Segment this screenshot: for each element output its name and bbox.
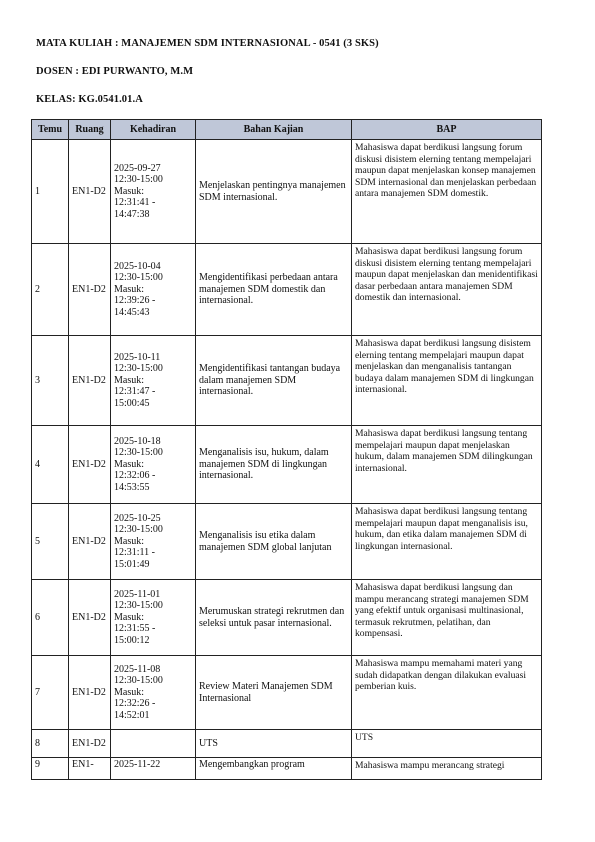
table-row — [32, 758, 542, 780]
table-row — [32, 140, 542, 244]
attendance-date: 2025-11-08 — [114, 663, 161, 675]
attendance-time: 12:30-15:00 — [114, 272, 163, 284]
lecturer-name: DOSEN : EDI PURWANTO, M.M — [36, 66, 194, 77]
attendance-masuk-label: Masuk: — [114, 374, 144, 386]
attendance-date: 2025-10-04 — [114, 260, 161, 272]
attendance-masuk-label: Masuk: — [114, 611, 144, 623]
cell-bahan-kajian: Mengidentifikasi tantangan budaya dalam manajemen SDM internasional. — [196, 336, 352, 426]
table-row — [32, 504, 542, 580]
attendance-time: 12:30-15:00 — [114, 524, 163, 536]
cell-temu: 8 — [32, 730, 69, 758]
cell-bap: Mahasiswa mampu merancang strategi — [352, 758, 542, 780]
cell-bap: Mahasiswa dapat berdikusi langsung forum diskusi disistem elerning tentang mempelajari maupun dapat menjelaskan dan menidentifikasi dasar perbedaan antara manajemen SDM domestik dan internasional. — [352, 244, 542, 336]
cell-bahan-kajian: Menganalisis isu, hukum, dalam manajemen SDM di lingkungan internasional. — [196, 426, 352, 504]
cell-kehadiran — [111, 244, 196, 336]
cell-temu: 3 — [32, 336, 69, 426]
attendance-masuk-time: 12:31:55 - 15:00:12 — [114, 623, 156, 646]
column-header-temu: Temu — [32, 120, 69, 140]
cell-bahan-kajian: UTS — [196, 730, 352, 758]
cell-bap: Mahasiswa dapat berdikusi langsung dan mampu merancang strategi manajemen SDM yang efektif untuk organisasi multinasional, termasuk rekrutmen, pelatihan, dan kompensasi. — [352, 580, 542, 656]
cell-temu: 4 — [32, 426, 69, 504]
cell-bap: Mahasiswa dapat berdikusi langsung disistem elerning tentang mempelajari maupun dapat menjelaskan dan menganalisis tantangan budaya dalam manajemen SDM di lingkungan internasional. — [352, 336, 542, 426]
attendance-masuk-label: Masuk: — [114, 686, 144, 698]
column-header-kehadiran: Kehadiran — [111, 120, 196, 140]
cell-kehadiran — [111, 426, 196, 504]
attendance-time: 12:30-15:00 — [114, 600, 163, 612]
cell-temu: 5 — [32, 504, 69, 580]
table-row — [32, 730, 542, 758]
cell-temu: 6 — [32, 580, 69, 656]
cell-ruang: EN1-D2 — [69, 336, 111, 426]
attendance-masuk-label: Masuk: — [114, 185, 144, 197]
cell-bap: Mahasiswa dapat berdikusi langsung forum diskusi disistem elerning tentang mempelajari maupun dapat menjelaskan konsep manajemen SDM internasional dan menjelaskan perbedaan antara manajemen SDM domestik. — [352, 140, 542, 244]
table-row — [32, 244, 542, 336]
course-title: MATA KULIAH : MANAJEMEN SDM INTERNASIONAL - 0541 (3 SKS) — [36, 38, 379, 49]
attendance-time: 12:30-15:00 — [114, 447, 163, 459]
attendance-masuk-time: 12:31:41 - 14:47:38 — [114, 197, 156, 220]
column-header-bap: BAP — [352, 120, 542, 140]
attendance-date: 2025-10-25 — [114, 512, 161, 524]
cell-ruang: EN1-D2 — [69, 656, 111, 730]
attendance-time: 12:30-15:00 — [114, 675, 163, 687]
attendance-masuk-time: 12:32:26 - 14:52:01 — [114, 698, 156, 721]
cell-bahan-kajian: Menjelaskan pentingnya manajemen SDM internasional. — [196, 140, 352, 244]
attendance-date: 2025-10-11 — [114, 351, 161, 363]
attendance-table — [31, 119, 542, 780]
cell-bap: Mahasiswa dapat berdikusi langsung tentang mempelajari maupun dapat menganalisis isu, hukum, dan etika dalam manajemen SDM di lingkungan internasional. — [352, 504, 542, 580]
attendance-time: 12:30-15:00 — [114, 363, 163, 375]
attendance-masuk-label: Masuk: — [114, 535, 144, 547]
cell-bahan-kajian: Review Materi Manajemen SDM Internasional — [196, 656, 352, 730]
table-header-row — [32, 120, 542, 140]
table-row — [32, 580, 542, 656]
attendance-date: 2025-09-27 — [114, 162, 161, 174]
cell-ruang: EN1-D2 — [69, 580, 111, 656]
cell-kehadiran — [111, 504, 196, 580]
cell-temu: 7 — [32, 656, 69, 730]
cell-kehadiran — [111, 730, 196, 758]
cell-temu: 1 — [32, 140, 69, 244]
cell-kehadiran — [111, 336, 196, 426]
attendance-masuk-label: Masuk: — [114, 458, 144, 470]
attendance-masuk-label: Masuk: — [114, 283, 144, 295]
table-row — [32, 656, 542, 730]
attendance-time: 12:30-15:00 — [114, 174, 163, 186]
cell-bahan-kajian: Mengidentifikasi perbedaan antara manajemen SDM domestik dan internasional. — [196, 244, 352, 336]
attendance-masuk-time: 12:31:11 - 15:01:49 — [114, 547, 156, 570]
cell-bap: UTS — [352, 730, 542, 758]
cell-ruang: EN1-D2 — [69, 244, 111, 336]
cell-ruang: EN1-D2 — [69, 504, 111, 580]
cell-ruang: EN1-D2 — [69, 140, 111, 244]
cell-kehadiran — [111, 580, 196, 656]
attendance-masuk-time: 12:39:26 - 14:45:43 — [114, 295, 156, 318]
cell-kehadiran — [111, 140, 196, 244]
table-row — [32, 426, 542, 504]
cell-ruang: EN1-D2 — [69, 730, 111, 758]
cell-ruang: EN1- — [69, 758, 111, 780]
cell-temu: 9 — [32, 758, 69, 780]
attendance-masuk-time: 12:32:06 - 14:53:55 — [114, 470, 156, 493]
attendance-date: 2025-11-22 — [114, 759, 161, 770]
cell-ruang: EN1-D2 — [69, 426, 111, 504]
cell-bahan-kajian: Merumuskan strategi rekrutmen dan seleksi untuk pasar internasional. — [196, 580, 352, 656]
attendance-masuk-time: 12:31:47 - 15:00:45 — [114, 386, 156, 409]
cell-temu: 2 — [32, 244, 69, 336]
cell-bahan-kajian: Menganalisis isu etika dalam manajemen SDM global lanjutan — [196, 504, 352, 580]
class-code: KELAS: KG.0541.01.A — [36, 94, 143, 105]
cell-bap: Mahasiswa dapat berdikusi langsung tentang mempelajari maupun dapat menjelaskan hukum, dalam manajemen SDM dilingkungan internasional. — [352, 426, 542, 504]
cell-bahan-kajian: Mengembangkan program — [196, 758, 352, 780]
column-header-ruang: Ruang — [69, 120, 111, 140]
cell-kehadiran — [111, 758, 196, 780]
table-row — [32, 336, 542, 426]
cell-bap: Mahasiswa mampu memahami materi yang sudah didapatkan dengan dilakukan evaluasi pemberian kuis. — [352, 656, 542, 730]
cell-kehadiran — [111, 656, 196, 730]
attendance-date: 2025-11-01 — [114, 588, 161, 600]
column-header-bahan-kajian: Bahan Kajian — [196, 120, 352, 140]
attendance-date: 2025-10-18 — [114, 435, 161, 447]
